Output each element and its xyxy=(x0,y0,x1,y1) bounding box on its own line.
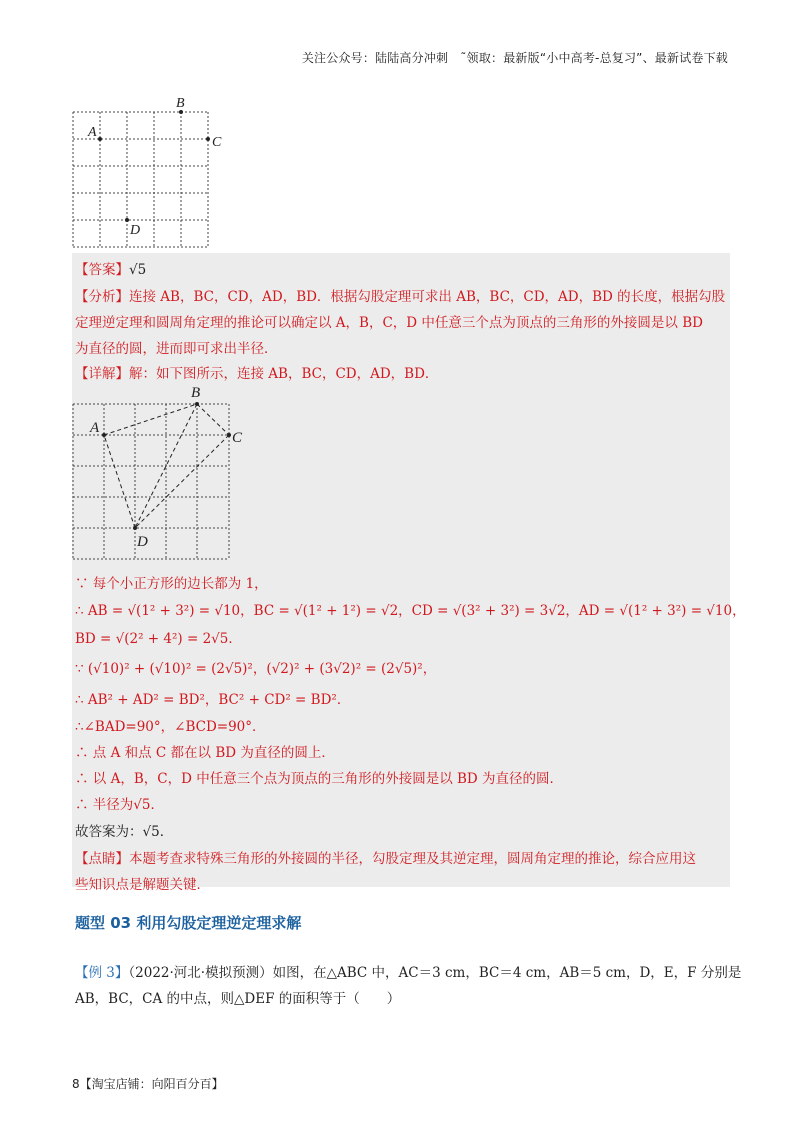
step-8: ∴ 以 A，B，C，D 中任意三个点为顶点的三角形的外接圆是以 BD 为直径的圆． xyxy=(75,771,564,787)
label-c-2: C xyxy=(232,430,243,446)
answer-value: √5 xyxy=(129,262,147,278)
analysis-line-3: 为直径的圆，进而即可求出半径． xyxy=(75,341,278,357)
step-9: ∴ 半径为√5． xyxy=(75,797,164,813)
label-d-2: D xyxy=(137,534,148,550)
label-b-2: B xyxy=(191,385,201,401)
step-4: ∵ (√10)² + (√10)² = (2√5)²，(√2)² + (3√2)² = (2√5)²， xyxy=(75,661,437,677)
label-b-1: B xyxy=(176,96,185,111)
step-1: ∵ 每个小正方形的边长都为 1， xyxy=(75,576,268,592)
label-a-2: A xyxy=(90,420,100,436)
example-line-2: AB，BC，CA 的中点，则△DEF 的面积等于（ ） xyxy=(75,991,401,1007)
analysis-line-2: 定理逆定理和圆周角定理的推论可以确定以 A，B，C，D 中任意三个点为顶点的三角形的外接圆是以 BD xyxy=(75,315,703,331)
section-heading: 题型 03 利用勾股定理逆定理求解 xyxy=(75,914,302,932)
grid-figure-2 xyxy=(60,380,260,560)
conclusion: 故答案为：√5． xyxy=(75,824,174,840)
step-5: ∴ AB² + AD² = BD²，BC² + CD² = BD²． xyxy=(75,692,351,708)
label-a-1: A xyxy=(88,125,97,140)
detail-line: 【详解】解：如下图所示，连接 AB，BC，CD，AD，BD． xyxy=(75,366,439,382)
answer-tag: 【答案】 xyxy=(75,262,129,278)
label-d-1: D xyxy=(130,223,141,238)
label-c-1: C xyxy=(212,135,222,150)
step-7: ∴ 点 A 和点 C 都在以 BD 为直径的圆上． xyxy=(75,745,335,761)
comment-line-1: 【点睛】本题考查求特殊三角形的外接圆的半径，勾股定理及其逆定理，圆周角定理的推论，综合应用这 xyxy=(75,851,696,867)
step-3: BD = √(2² + 4²) = 2√5． xyxy=(75,631,242,647)
page-header: 关注公众号：陆陆高分冲刺 ˜领取：最新版“小中高考-总复习”、最新试卷下载 xyxy=(301,51,728,65)
comment-line-2: 些知识点是解题关键． xyxy=(75,877,210,893)
example-line-1: 【例 3】（2022·河北·模拟预测）如图，在△ABC 中，AC＝3 cm，BC＝4 cm，AB＝5 cm，D，E，F 分别是 xyxy=(75,965,742,981)
step-2: ∴ AB = √(1² + 3²) = √10，BC = √(1² + 1²) = √2，CD = √(3² + 3²) = 3√2，AD = √(1² + 3²) = √10， xyxy=(75,603,746,619)
page-footer: 8【淘宝店铺：向阳百分百】 xyxy=(72,1077,224,1091)
analysis-line-1: 【分析】连接 AB，BC，CD，AD，BD．根据勾股定理可求出 AB，BC，CD，AD，BD 的长度，根据勾股 xyxy=(75,289,726,305)
answer-line xyxy=(75,258,146,278)
grid-figure-1 xyxy=(60,92,240,252)
step-6: ∴∠BAD=90°，∠BCD=90°． xyxy=(75,719,266,735)
